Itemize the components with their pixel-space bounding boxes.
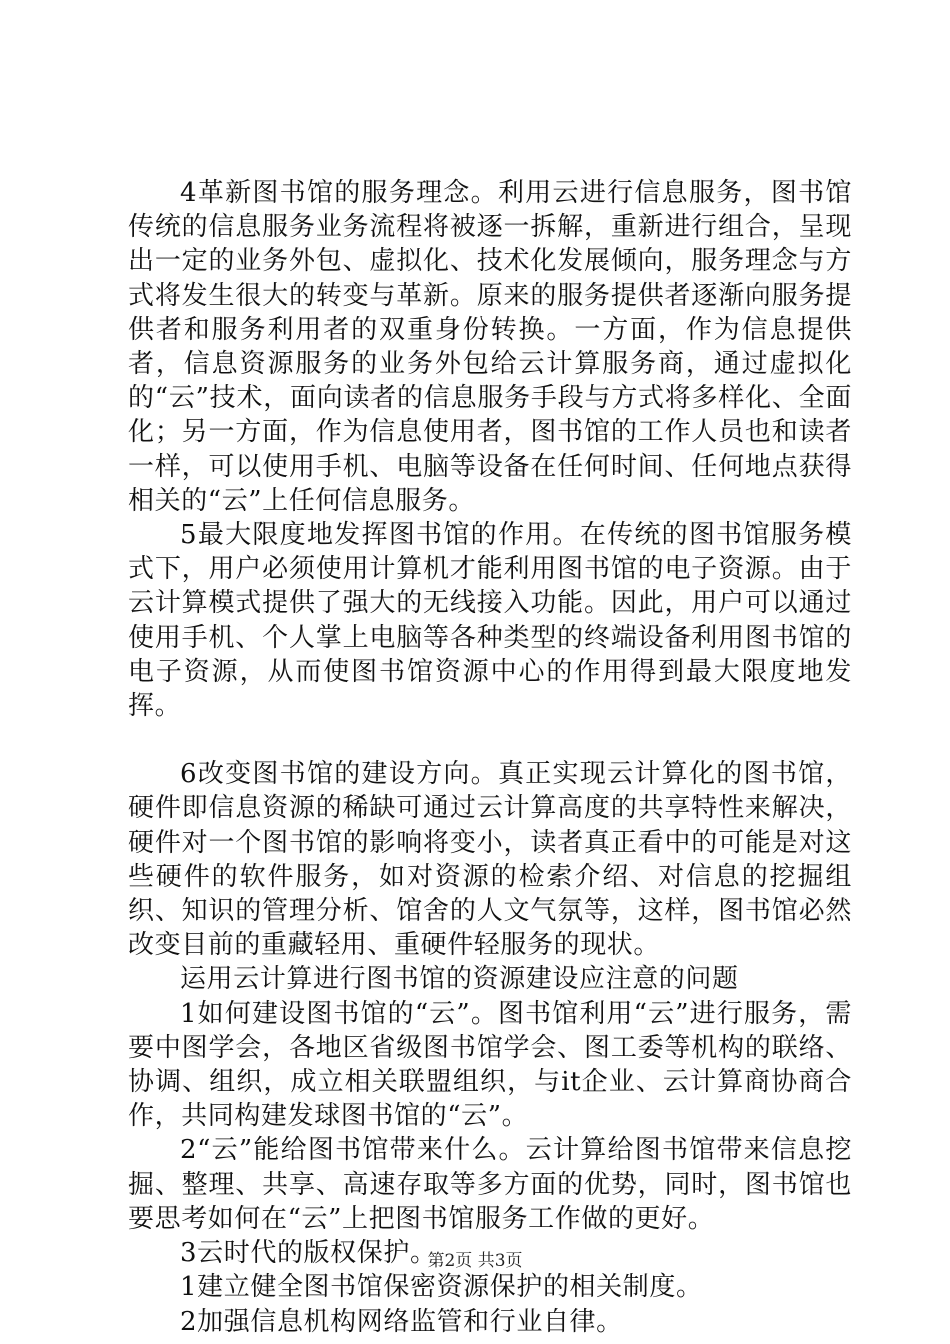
section-heading: 运用云计算进行图书馆的资源建设应注意的问题 [180, 964, 739, 995]
issue-item-3: 3云时代的版权保护。 [180, 1238, 437, 1269]
issue-item-2: 2“云”能给图书馆带来什么。云计算给图书馆带来信息挖掘、整理、共享、高速存取等多方面的优势，同时，图书馆也要思考如何在“云”上把图书馆服务工作做的更好。 [128, 1135, 852, 1234]
issue-item-1: 1如何建设图书馆的“云”。图书馆利用“云”进行服务，需要中图学会，各地区省级图书馆学会、图工委等机构的联络、协调、组织，成立相关联盟组织，与it企业、云计算商协商合作，共同构建发球图书馆的“云”。 [128, 998, 852, 1132]
document-body [128, 176, 852, 1339]
copyright-item-1: 1建立健全图书馆保密资源保护的相关制度。 [180, 1272, 703, 1303]
copyright-item-2: 2加强信息机构网络监管和行业自律。 [180, 1306, 623, 1337]
paragraph-spacer [128, 723, 852, 757]
paragraph-4: 4革新图书馆的服务理念。利用云进行信息服务，图书馆传统的信息服务业务流程将被逐一拆解，重新进行组合，呈现出一定的业务外包、虚拟化、技术化发展倾向，服务理念与方式将发生很大的转变与革新。原来的服务提供者逐渐向服务提供者和服务利用者的双重身份转换。一方面，作为信息提供者，信息资源服务的业务外包给云计算服务商，通过虚拟化的“云”技术，面向读者的信息服务手段与方式将多样化、全面化；另一方面，作为信息使用者，图书馆的工作人员也和读者一样，可以使用手机、电脑等设备在任何时间、任何地点获得相关的“云”上任何信息服务。 [128, 178, 852, 516]
paragraph-6: 6改变图书馆的建设方向。真正实现云计算化的图书馆，硬件即信息资源的稀缺可通过云计算高度的共享特性来解决，硬件对一个图书馆的影响将变小，读者真正看中的可能是对这些硬件的软件服务，如对资源的检索介绍、对信息的挖掘组织、知识的管理分析、馆舍的人文气氛等，这样，图书馆必然改变目前的重藏轻用、重硬件轻服务的现状。 [128, 759, 852, 961]
page-number-footer: 第2页 共3页 [427, 1251, 523, 1271]
paragraph-5: 5最大限度地发挥图书馆的作用。在传统的图书馆服务模式下，用户必须使用计算机才能利用图书馆的电子资源。由于云计算模式提供了强大的无线接入功能。因此，用户可以通过使用手机、个人掌上电脑等各种类型的终端设备利用图书馆的电子资源，从而使图书馆资源中心的作用得到最大限度地发挥。 [128, 520, 852, 722]
